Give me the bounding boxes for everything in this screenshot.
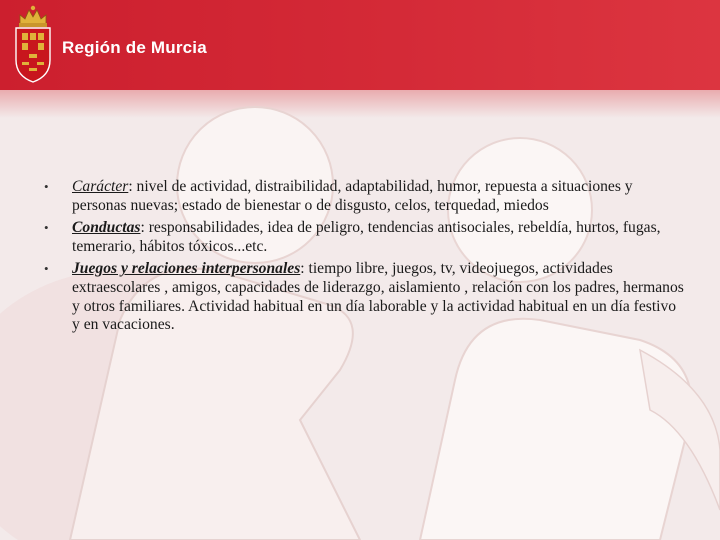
item-term: Carácter xyxy=(72,178,129,195)
header-banner xyxy=(0,0,720,90)
content-area xyxy=(44,178,684,339)
bullet-list xyxy=(44,178,684,335)
bullet-dot-icon: • xyxy=(44,261,49,277)
item-term: Juegos y relaciones interpersonales xyxy=(72,260,301,278)
list-item xyxy=(44,178,684,215)
item-text: : nivel de actividad, distraibilidad, adaptabilidad, humor, repuesta a situaciones y personas nuevas; estado de bienestar o de disgusto, celos, terquedad, miedos xyxy=(72,178,633,214)
brand-name: Región de Murcia xyxy=(62,38,207,57)
bullet-dot-icon: • xyxy=(44,179,49,194)
list-item xyxy=(44,260,684,334)
item-term: Conductas xyxy=(72,219,141,237)
murcia-coat-of-arms-icon xyxy=(12,4,54,86)
item-text: : tiempo libre, juegos, tv, videojuegos, actividades extraescolares , amigos, capacidades de liderazgo, aislamiento , relación con los padres, hermanos y otros familiares. Actividad habitual en un día laborable y la actividad habitual en un día festivo y en vacaciones. xyxy=(72,260,684,334)
item-text: : responsabilidades, idea de peligro, tendencias antisociales, rebeldía, hurtos, fugas, temerario, hábitos tóxicos...etc. xyxy=(72,219,661,255)
list-item xyxy=(44,219,684,256)
bullet-dot-icon: • xyxy=(44,220,49,236)
